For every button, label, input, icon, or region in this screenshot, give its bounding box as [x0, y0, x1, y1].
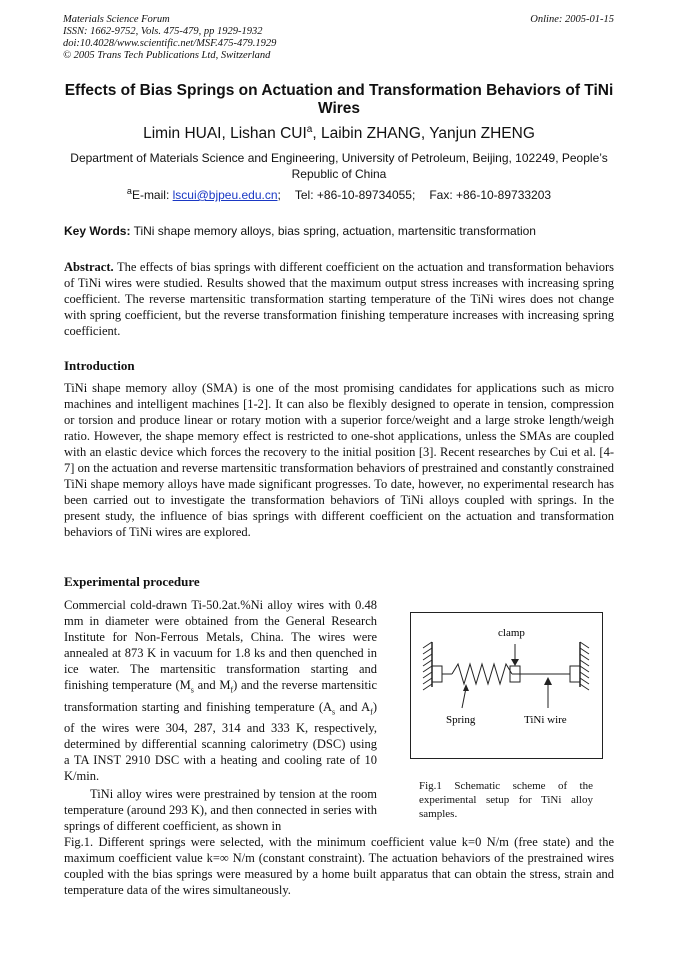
- experimental-heading: Experimental procedure: [64, 574, 200, 589]
- tel: Tel: +86-10-89734055;: [294, 188, 416, 202]
- authors: [60, 124, 618, 143]
- contact-sup: a: [126, 186, 132, 196]
- author-affil-sup: a: [306, 124, 313, 135]
- exp-text-a: Commercial cold-drawn Ti-50.2at.%Ni alloy wires with 0.48 mm in diameter were obtained from the General Research Institute for Non-Ferrous Metals, China. The wires were annealed at 873 K in vacuum for 1.8 ks and then quenched in ice water. The martensitic transformation starting and finishing temperature (M: [64, 598, 377, 692]
- affiliation: Department of Materials Science and Engineering, University of Petroleum, Beijing, 102249, People’s Republic of China: [70, 151, 608, 181]
- clamp-arrow-head: [511, 659, 519, 666]
- keywords-label: Key Words:: [64, 224, 131, 238]
- right-wall-hatch: [580, 642, 589, 690]
- wire-pointer-head: [544, 677, 552, 685]
- experimental-para-3: Fig.1. Different springs were selected, with the minimum coefficient value k=0 N/m (free state) and the maximum coefficient value k=∞ N/m (constant constraint). The actuation behaviors of the prestrained wires coupled with the bias springs were measured by a home built apparatus that can obtain the stress, strain and temperature data of the wires simultaneously.: [64, 835, 614, 897]
- author-first: Limin HUAI, Lishan CUI: [143, 125, 307, 143]
- journal-name: Materials Science Forum: [63, 14, 170, 25]
- left-wall-hatch: [423, 642, 432, 690]
- left-clamp: [432, 666, 442, 682]
- figure-1-caption: Fig.1 Schematic scheme of the experimental setup for TiNi alloy samples.: [419, 780, 593, 820]
- email-label: E-mail:: [131, 188, 173, 202]
- fax: Fax: +86-10-89733203: [429, 188, 552, 202]
- contact-line: [60, 186, 618, 202]
- wire-label: TiNi wire: [524, 714, 567, 726]
- clamp-label: clamp: [498, 627, 525, 639]
- issn: ISSN: 1662-9752, Vols. 475-479, pp 1929-1932: [63, 26, 263, 37]
- keywords: [64, 224, 616, 238]
- abstract: [64, 259, 614, 339]
- online-date: Online: 2005-01-15: [530, 14, 614, 25]
- introduction-text: TiNi shape memory alloy (SMA) is one of the most promising candidates for applications such as micro machines and intelligent machines [1-2]. It can also be flexibly designed to operate in tension, compression or torsion and produce linear or rotary motion with a superior force/weight and a large stroke length/weigh ratio. However, the shape memory effect is restricted to one-shot applications, unless the SMAs are coupled with an elastic device which forces the recovery to the initial position [3]. Recent researches by Cui et al. [4-7] on the actuation and reverse martensitic transformation behaviors of prestrained and constantly constrained TiNi shape memory alloys have made significant progresses. To date, however, no experimental research has been carried out to investigate the transformation behaviors of TiNi alloys coupled with springs. In the present study, the influence of bias springs with different coefficient on the actuation and transformation behaviors of TiNi wires are explored.: [64, 381, 614, 539]
- copyright: © 2005 Trans Tech Publications Ltd, Switzerland: [63, 50, 271, 61]
- sub-as: s: [332, 707, 336, 716]
- spring: [452, 664, 512, 684]
- keywords-text: TiNi shape memory alloys, bias spring, actuation, martensitic transformation: [130, 224, 536, 238]
- sub-mf: f: [230, 685, 234, 695]
- exp-text-c: ) and the reverse martensitic transformation starting and finishing temperature (A: [64, 678, 377, 714]
- spring-label: Spring: [446, 714, 476, 726]
- email-link[interactable]: lscui@bjpeu.edu.cn: [172, 188, 278, 202]
- figure-1: [410, 612, 603, 759]
- experimental-para-2: TiNi alloy wires were prestrained by tension at the room temperature (around 293 K), and then connected in series with springs of different coefficient, as shown in: [64, 787, 377, 833]
- journal-header: [63, 14, 276, 62]
- right-clamp: [570, 666, 580, 682]
- experimental-para-1: [64, 597, 377, 784]
- sub-af: f: [370, 707, 373, 716]
- author-rest: , Laibin ZHANG, Yanjun ZHENG: [312, 125, 535, 143]
- abstract-text: The effects of bias springs with different coefficient on the actuation and transformation behaviors of TiNi wires were studied. Results showed that the maximum output stress increases with increasing spring coefficient. The reverse martensitic transformation starting temperature of the TiNi wires does not change with spring coefficient, but the reverse transformation finishing temperature increases with increasing spring coefficient.: [64, 260, 614, 338]
- doi: doi:10.4028/www.scientific.net/MSF.475-479.1929: [63, 38, 277, 49]
- paper-title: Effects of Bias Springs on Actuation and Transformation Behaviors of TiNi Wires: [64, 82, 614, 117]
- exp-text-d: and A: [335, 699, 371, 714]
- sub-ms: s: [190, 685, 194, 695]
- exp-text-b: and M: [193, 678, 231, 692]
- exp-text-e: ) of the wires were 304, 287, 314 and 333 K, respectively, determined by differential scanning calorimetry (DSC) using a TA INST 2910 DSC with a heating and cooling rate of 10 K/min.: [64, 699, 377, 783]
- email-sep: ;: [277, 188, 281, 202]
- setup-schematic: [410, 612, 603, 759]
- abstract-label: Abstract.: [64, 260, 114, 274]
- introduction-heading: Introduction: [64, 358, 135, 373]
